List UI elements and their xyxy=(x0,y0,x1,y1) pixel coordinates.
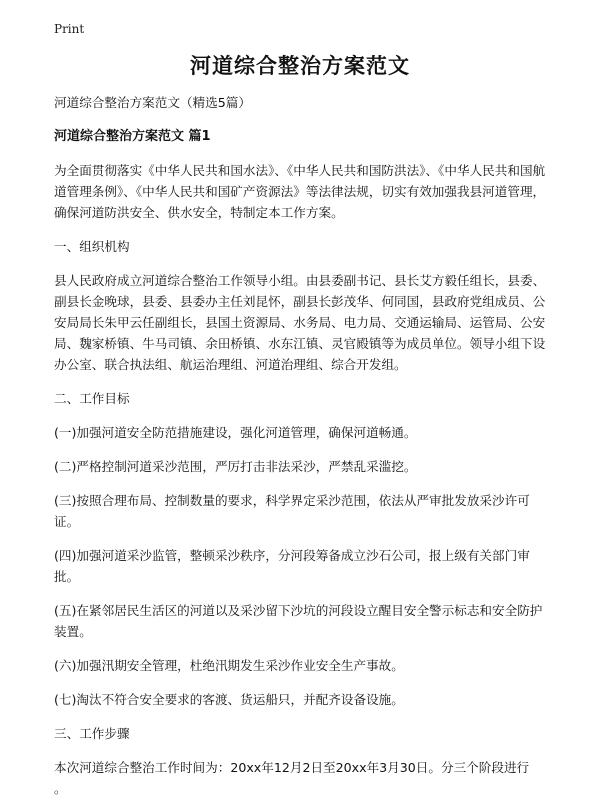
section-heading-goals: 二、工作目标 xyxy=(54,391,130,406)
document-subtitle: 河道综合整治方案范文（精选5篇） xyxy=(54,95,251,110)
article-heading: 河道综合整治方案范文 篇1 xyxy=(54,129,211,144)
goal-item: (六)加强汛期安全管理，杜绝汛期发生采沙作业安全生产事故。 xyxy=(54,658,404,673)
goal-item: (五)在紧邻居民生活区的河道以及采沙留下沙坑的河段设立醒目安全警示标志和安全防护装置。 xyxy=(54,603,543,639)
document-body xyxy=(54,92,550,799)
goal-item: (一)加强河道安全防范措施建设，强化河道管理，确保河道畅通。 xyxy=(54,425,417,440)
organization-paragraph: 县人民政府成立河道综合整治工作领导小组。由县委副书记、县长艾方毅任组长，县委、副县长金晚球，县委、县委办主任刘昆怀，副县长彭茂华、何同国，县政府党组成员、公安局局长朱甲云任副组长，县国土资源局、水务局、电力局、交通运输局、运管局、公安局、魏家桥镇、牛马司镇、余田桥镇、水东江镇、灵官殿镇等为成员单位。领导小组下设办公室、联合执法组、航运治理组、河道治理组、综合开发组。 xyxy=(54,273,546,372)
section-heading-organization: 一、组织机构 xyxy=(54,239,130,254)
steps-paragraph-tail: 。 xyxy=(54,781,67,796)
steps-paragraph: 本次河道综合整治工作时间为：20xx年12月2日至20xx年3月30日。分三个阶段进行 xyxy=(54,760,530,775)
intro-paragraph: 为全面贯彻落实《中华人民共和国水法》、《中华人民共和国防洪法》、《中华人民共和国航道管理条例》、《中华人民共和国矿产资源法》等法律法规，切实有效加强我县河道管理，确保河道防洪安全、供水安全，特制定本工作方案。 xyxy=(54,163,546,220)
goal-item: (四)加强河道采沙监管，整顿采沙秩序，分河段筹备成立沙石公司，报上级有关部门审批。 xyxy=(54,548,530,584)
section-heading-steps: 三、工作步骤 xyxy=(54,726,130,741)
goal-item: (三)按照合理布局、控制数量的要求，科学界定采沙范围，依法从严审批发放采沙许可证。 xyxy=(54,493,530,529)
goal-item: (七)淘汰不符合安全要求的客渡、货运船只，并配齐设备设施。 xyxy=(54,692,404,707)
print-link[interactable]: Print xyxy=(54,22,85,36)
goal-item: (二)严格控制河道采沙范围，严厉打击非法采沙，严禁乱采滥挖。 xyxy=(54,459,417,474)
document-title: 河道综合整治方案范文 xyxy=(190,54,410,78)
